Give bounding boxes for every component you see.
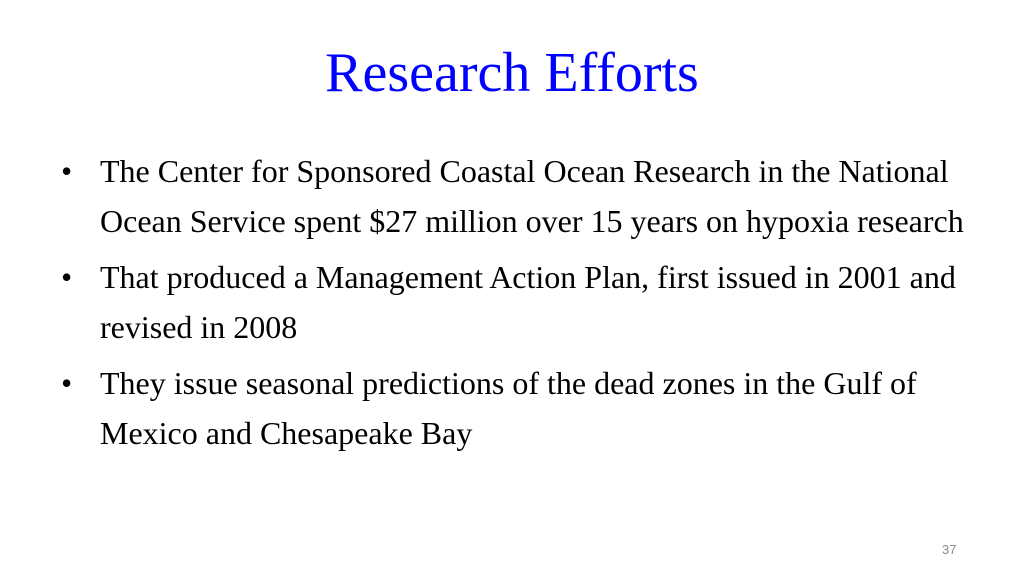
- bullet-item: [55, 146, 975, 246]
- bullet-item: [55, 358, 975, 458]
- bullet-item: [55, 252, 975, 352]
- bullet-text: They issue seasonal predictions of the dead zones in the Gulf of Mexico and Chesapeake Bay: [100, 365, 917, 451]
- bullet-icon: •: [61, 259, 73, 295]
- bullet-text: The Center for Sponsored Coastal Ocean Research in the National Ocean Service spent $27 million over 15 years on hypoxia research: [100, 153, 964, 239]
- bullet-list: [55, 146, 975, 464]
- slide-title: Research Efforts: [325, 42, 699, 104]
- bullet-text: That produced a Management Action Plan, first issued in 2001 and revised in 2008: [100, 259, 956, 345]
- bullet-icon: •: [61, 153, 73, 189]
- bullet-icon: •: [61, 365, 73, 401]
- page-number: 37: [942, 542, 957, 557]
